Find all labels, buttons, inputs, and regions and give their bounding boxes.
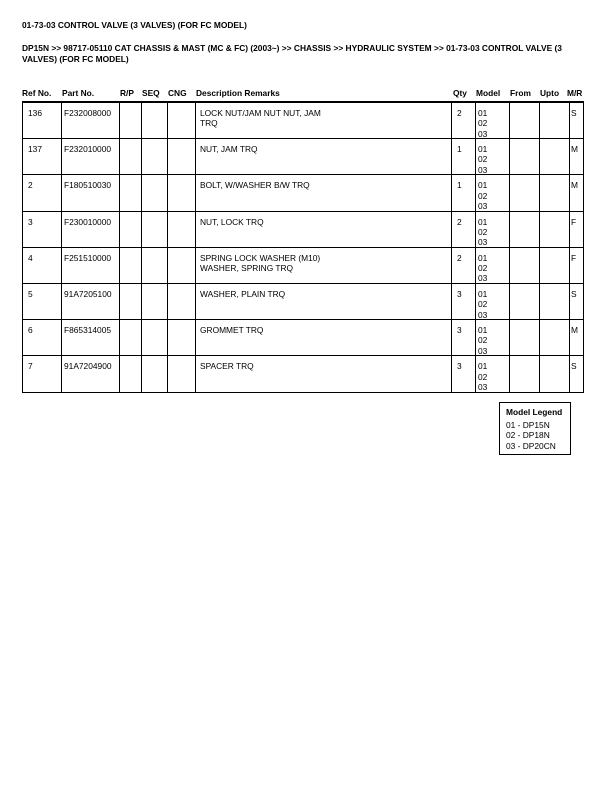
column-divider (119, 139, 120, 174)
column-divider (569, 248, 570, 283)
legend-item: 01 - DP15N (506, 420, 550, 430)
cell-description: GROMMET TRQ (200, 325, 264, 336)
cell-qty: 1 (457, 144, 462, 155)
cell-mr: S (571, 108, 577, 118)
cell-part-no: F230010000 (64, 216, 112, 227)
cell-description: BOLT, W/WASHER B/W TRQ (200, 180, 310, 191)
column-divider (119, 320, 120, 355)
cell-part-no: 91A7204900 (64, 361, 112, 372)
column-divider (141, 320, 142, 355)
column-divider (475, 212, 476, 247)
table-row (22, 320, 584, 356)
column-divider (451, 356, 452, 391)
cell-description: LOCK NUT/JAM NUT NUT, JAM TRQ (200, 108, 321, 129)
column-divider (141, 284, 142, 319)
cell-ref-no: 137 (28, 144, 42, 155)
column-divider (167, 284, 168, 319)
cell-model: 01 02 03 (478, 108, 488, 139)
breadcrumb: DP15N >> 98717-05110 CAT CHASSIS & MAST (MC & FC) (2003~) >> CHASSIS >> HYDRAULIC SYSTEM >> 01-73-03 CONTROL VALVE (3 VALVES) (FOR FC MODEL) (22, 43, 562, 64)
header-cng: CNG (168, 88, 187, 98)
column-divider (141, 103, 142, 138)
column-divider (167, 103, 168, 138)
header-rp: R/P (120, 88, 134, 98)
cell-description: SPACER TRQ (200, 361, 254, 372)
column-divider (509, 139, 510, 174)
column-divider (451, 212, 452, 247)
column-divider (451, 320, 452, 355)
header-ref-no: Ref No. (22, 88, 52, 98)
column-divider (61, 320, 62, 355)
column-divider (569, 212, 570, 247)
table-row (22, 248, 584, 284)
cell-qty: 3 (457, 325, 462, 336)
cell-part-no: 91A7205100 (64, 289, 112, 299)
column-divider (539, 356, 540, 391)
cell-part-no: F180510030 (64, 180, 112, 191)
column-divider (475, 284, 476, 319)
column-divider (167, 139, 168, 174)
column-divider (539, 139, 540, 174)
column-divider (167, 175, 168, 210)
column-divider (195, 248, 196, 283)
column-divider (509, 284, 510, 319)
cell-ref-no: 6 (28, 325, 33, 336)
column-divider (539, 284, 540, 319)
header-description: Description Remarks (196, 88, 280, 98)
column-divider (569, 356, 570, 391)
column-divider (569, 320, 570, 355)
cell-part-no: F232008000 (64, 108, 112, 118)
column-divider (61, 356, 62, 391)
column-divider (61, 248, 62, 283)
cell-mr: S (571, 289, 577, 299)
cell-mr: F (571, 252, 577, 263)
column-divider (141, 175, 142, 210)
header-seq: SEQ (142, 88, 160, 98)
page-title: 01-73-03 CONTROL VALVE (3 VALVES) (FOR FC MODEL) (22, 20, 247, 30)
column-divider (451, 103, 452, 138)
cell-description: NUT, JAM TRQ (200, 144, 258, 155)
header-model: Model (476, 88, 501, 98)
column-divider (451, 139, 452, 174)
header-upto: Upto (540, 88, 560, 98)
cell-mr: S (571, 361, 577, 372)
column-divider (61, 284, 62, 319)
column-divider (195, 320, 196, 355)
cell-part-no: F232010000 (64, 144, 112, 155)
legend-item: 03 - DP20CN (506, 440, 556, 451)
column-divider (61, 139, 62, 174)
cell-ref-no: 3 (28, 216, 33, 227)
column-divider (539, 103, 540, 138)
cell-model: 01 02 03 (478, 289, 488, 320)
column-divider (475, 320, 476, 355)
cell-model: 01 02 03 (478, 180, 488, 211)
header-mr: M/R (567, 88, 583, 98)
column-divider (141, 139, 142, 174)
column-divider (119, 212, 120, 247)
column-divider (509, 175, 510, 210)
cell-model: 01 02 03 (478, 252, 488, 284)
column-divider (61, 103, 62, 138)
cell-part-no: F865314005 (64, 325, 112, 336)
column-divider (195, 284, 196, 319)
column-divider (167, 320, 168, 355)
column-divider (167, 356, 168, 391)
cell-model: 01 02 03 (478, 144, 488, 175)
column-divider (569, 139, 570, 174)
header-from: From (510, 88, 531, 98)
cell-qty: 2 (457, 108, 462, 118)
column-divider (119, 175, 120, 210)
cell-mr: F (571, 216, 577, 227)
cell-mr: M (571, 144, 578, 155)
column-divider (195, 212, 196, 247)
column-divider (451, 248, 452, 283)
column-divider (509, 356, 510, 391)
column-divider (539, 212, 540, 247)
column-divider (167, 212, 168, 247)
cell-mr: M (571, 180, 578, 191)
column-divider (475, 139, 476, 174)
table-row (22, 103, 584, 139)
header-qty: Qty (453, 88, 467, 98)
model-legend (499, 402, 571, 455)
column-divider (475, 248, 476, 283)
column-divider (195, 175, 196, 210)
cell-description: WASHER, PLAIN TRQ (200, 289, 286, 299)
cell-qty: 3 (457, 361, 462, 372)
cell-ref-no: 5 (28, 289, 33, 299)
legend-title: Model Legend (506, 407, 563, 417)
cell-qty: 1 (457, 180, 462, 191)
column-divider (509, 248, 510, 283)
cell-mr: M (571, 325, 578, 336)
cell-model: 01 02 03 (478, 325, 488, 356)
column-divider (195, 103, 196, 138)
column-divider (451, 284, 452, 319)
cell-description: NUT, LOCK TRQ (200, 216, 264, 227)
column-divider (195, 356, 196, 391)
column-divider (119, 356, 120, 391)
cell-ref-no: 2 (28, 180, 33, 191)
column-divider (167, 248, 168, 283)
header-part-no: Part No. (62, 88, 95, 98)
column-divider (509, 212, 510, 247)
cell-qty: 2 (457, 216, 462, 227)
column-divider (141, 356, 142, 391)
column-divider (141, 248, 142, 283)
cell-qty: 2 (457, 252, 462, 263)
column-divider (475, 356, 476, 391)
column-divider (119, 248, 120, 283)
cell-ref-no: 136 (28, 108, 42, 118)
cell-description: SPRING LOCK WASHER (M10) WASHER, SPRING TRQ (200, 252, 321, 274)
column-divider (451, 175, 452, 210)
column-divider (569, 175, 570, 210)
column-divider (539, 175, 540, 210)
column-divider (119, 284, 120, 319)
column-divider (141, 212, 142, 247)
column-divider (61, 212, 62, 247)
column-divider (475, 103, 476, 138)
table-row (22, 139, 584, 175)
column-divider (539, 320, 540, 355)
column-divider (195, 139, 196, 174)
column-divider (569, 284, 570, 319)
table-row (22, 175, 584, 211)
column-divider (61, 175, 62, 210)
column-divider (539, 248, 540, 283)
column-divider (509, 103, 510, 138)
cell-ref-no: 7 (28, 361, 33, 372)
column-divider (509, 320, 510, 355)
cell-model: 01 02 03 (478, 216, 488, 248)
column-divider (475, 175, 476, 210)
table-row (22, 212, 584, 248)
legend-item: 02 - DP18N (506, 430, 550, 441)
cell-model: 01 02 03 (478, 361, 488, 392)
column-divider (119, 103, 120, 138)
cell-qty: 3 (457, 289, 462, 299)
cell-part-no: F251510000 (64, 252, 112, 263)
column-divider (569, 103, 570, 138)
table-row (22, 284, 584, 320)
table-row (22, 356, 584, 392)
cell-ref-no: 4 (28, 252, 33, 263)
